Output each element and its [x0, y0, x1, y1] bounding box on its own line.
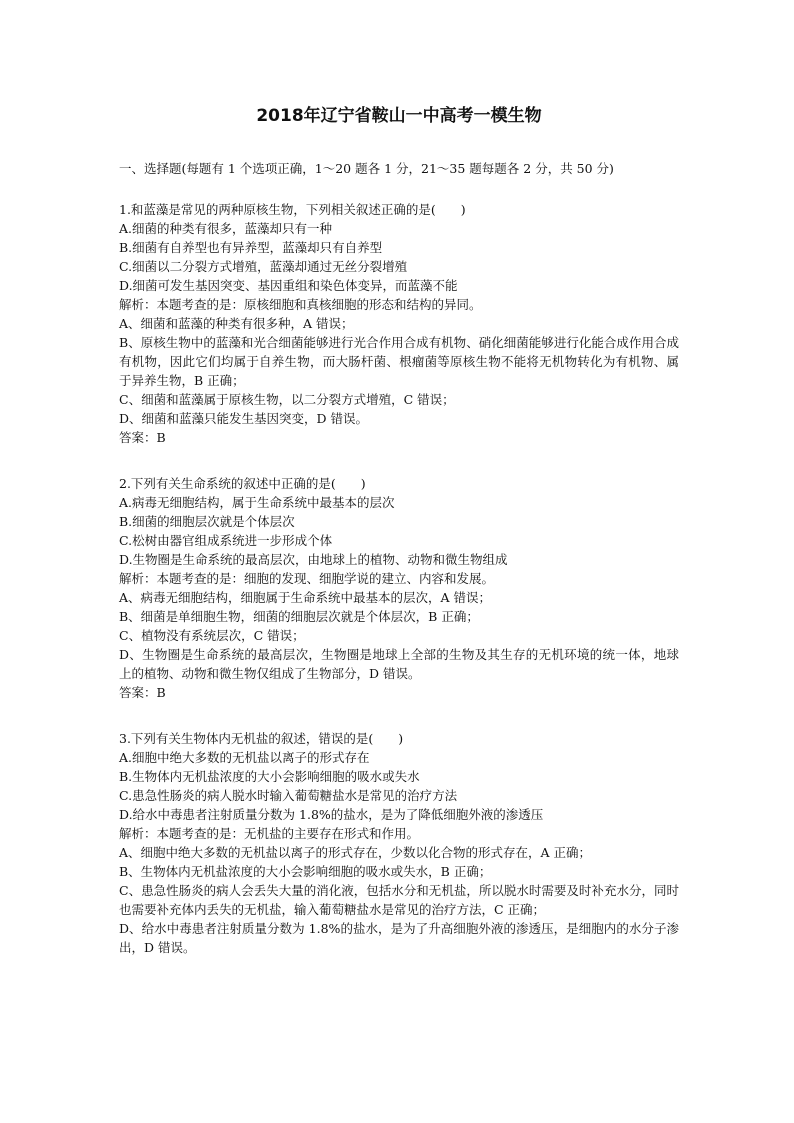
question-stem: 2.下列有关生命系统的叙述中正确的是( ) [119, 476, 366, 491]
option-c: C.患急性肠炎的病人脱水时输入葡萄糖盐水是常见的治疗方法 [119, 788, 458, 803]
analysis-b: B、原核生物中的蓝藻和光合细菌能够进行光合作用合成有机物、硝化细菌能够进行化能合成作用合成有机物，因此它们均属于自养生物，而大肠杆菌、根瘤菌等原核生物不能将无机物转化为有机物、属于异养生物，B 正确； [119, 335, 679, 388]
option-d: D.给水中毒患者注射质量分数为 1.8%的盐水，是为了降低细胞外液的渗透压 [119, 807, 544, 822]
analysis-intro: 解析：本题考查的是：无机盐的主要存在形式和作用。 [119, 826, 420, 841]
analysis-d: D、给水中毒患者注射质量分数为 1.8%的盐水，是为了升高细胞外液的渗透压，是细胞内的水分子渗出，D 错误。 [119, 921, 679, 955]
answer: 答案：B [119, 430, 166, 445]
analysis-intro: 解析：本题考查的是：细胞的发现、细胞学说的建立、内容和发展。 [119, 571, 495, 586]
analysis-b: B、生物体内无机盐浓度的大小会影响细胞的吸水或失水，B 正确； [119, 864, 492, 879]
analysis-c: C、患急性肠炎的病人会丢失大量的消化液，包括水分和无机盐，所以脱水时需要及时补充水分，同时也需要补充体内丢失的无机盐，输入葡萄糖盐水是常见的治疗方法，C 正确； [119, 883, 679, 917]
question-3 [119, 729, 679, 957]
analysis-a: A、病毒无细胞结构，细胞属于生命系统中最基本的层次，A 错误； [119, 590, 492, 605]
option-a: A.细菌的种类有很多，蓝藻却只有一种 [119, 221, 333, 236]
analysis-a: A、细胞中绝大多数的无机盐以离子的形式存在，少数以化合物的形式存在，A 正确； [119, 845, 592, 860]
analysis-c: C、植物没有系统层次，C 错误； [119, 628, 305, 643]
analysis-intro: 解析：本题考查的是：原核细胞和真核细胞的形态和结构的异同。 [119, 297, 482, 312]
document-page [119, 103, 679, 984]
analysis-d: D、生物圈是生命系统的最高层次，生物圈是地球上全部的生物及其生存的无机环境的统一体，地球上的植物、动物和微生物仅组成了生物部分，D 错误。 [119, 647, 679, 681]
question-stem: 1.和蓝藻是常见的两种原核生物，下列相关叙述正确的是( ) [119, 202, 466, 217]
option-b: B.细菌有自养型也有异养型，蓝藻却只有自养型 [119, 240, 383, 255]
option-d: D.细菌可发生基因突变、基因重组和染色体变异，而蓝藻不能 [119, 278, 458, 293]
option-c: C.松树由器官组成系统进一步形成个体 [119, 533, 333, 548]
analysis-d: D、细菌和蓝藻只能发生基因突变，D 错误。 [119, 411, 369, 426]
option-a: A.细胞中绝大多数的无机盐以离子的形式存在 [119, 750, 370, 765]
analysis-c: C、细菌和蓝藻属于原核生物，以二分裂方式增殖，C 错误； [119, 392, 455, 407]
option-c: C.细菌以二分裂方式增殖，蓝藻却通过无丝分裂增殖 [119, 259, 408, 274]
option-a: A.病毒无细胞结构，属于生命系统中最基本的层次 [119, 495, 395, 510]
section-heading: 一、选择题(每题有 1 个选项正确，1～20 题各 1 分，21～35 题每题各 2 分，共 50 分) [119, 161, 614, 176]
option-d: D.生物圈是生命系统的最高层次，由地球上的植物、动物和微生物组成 [119, 552, 508, 567]
analysis-b: B、细菌是单细胞生物，细菌的细胞层次就是个体层次，B 正确； [119, 609, 479, 624]
option-b: B.生物体内无机盐浓度的大小会影响细胞的吸水或失水 [119, 769, 420, 784]
option-b: B.细菌的细胞层次就是个体层次 [119, 514, 295, 529]
document-title: 2018年辽宁省鞍山一中高考一模生物 [256, 106, 542, 126]
question-2 [119, 474, 679, 702]
analysis-a: A、细菌和蓝藻的种类有很多种，A 错误； [119, 316, 354, 331]
question-1 [119, 200, 679, 447]
question-stem: 3.下列有关生物体内无机盐的叙述，错误的是( ) [119, 731, 404, 746]
answer: 答案：B [119, 685, 166, 700]
